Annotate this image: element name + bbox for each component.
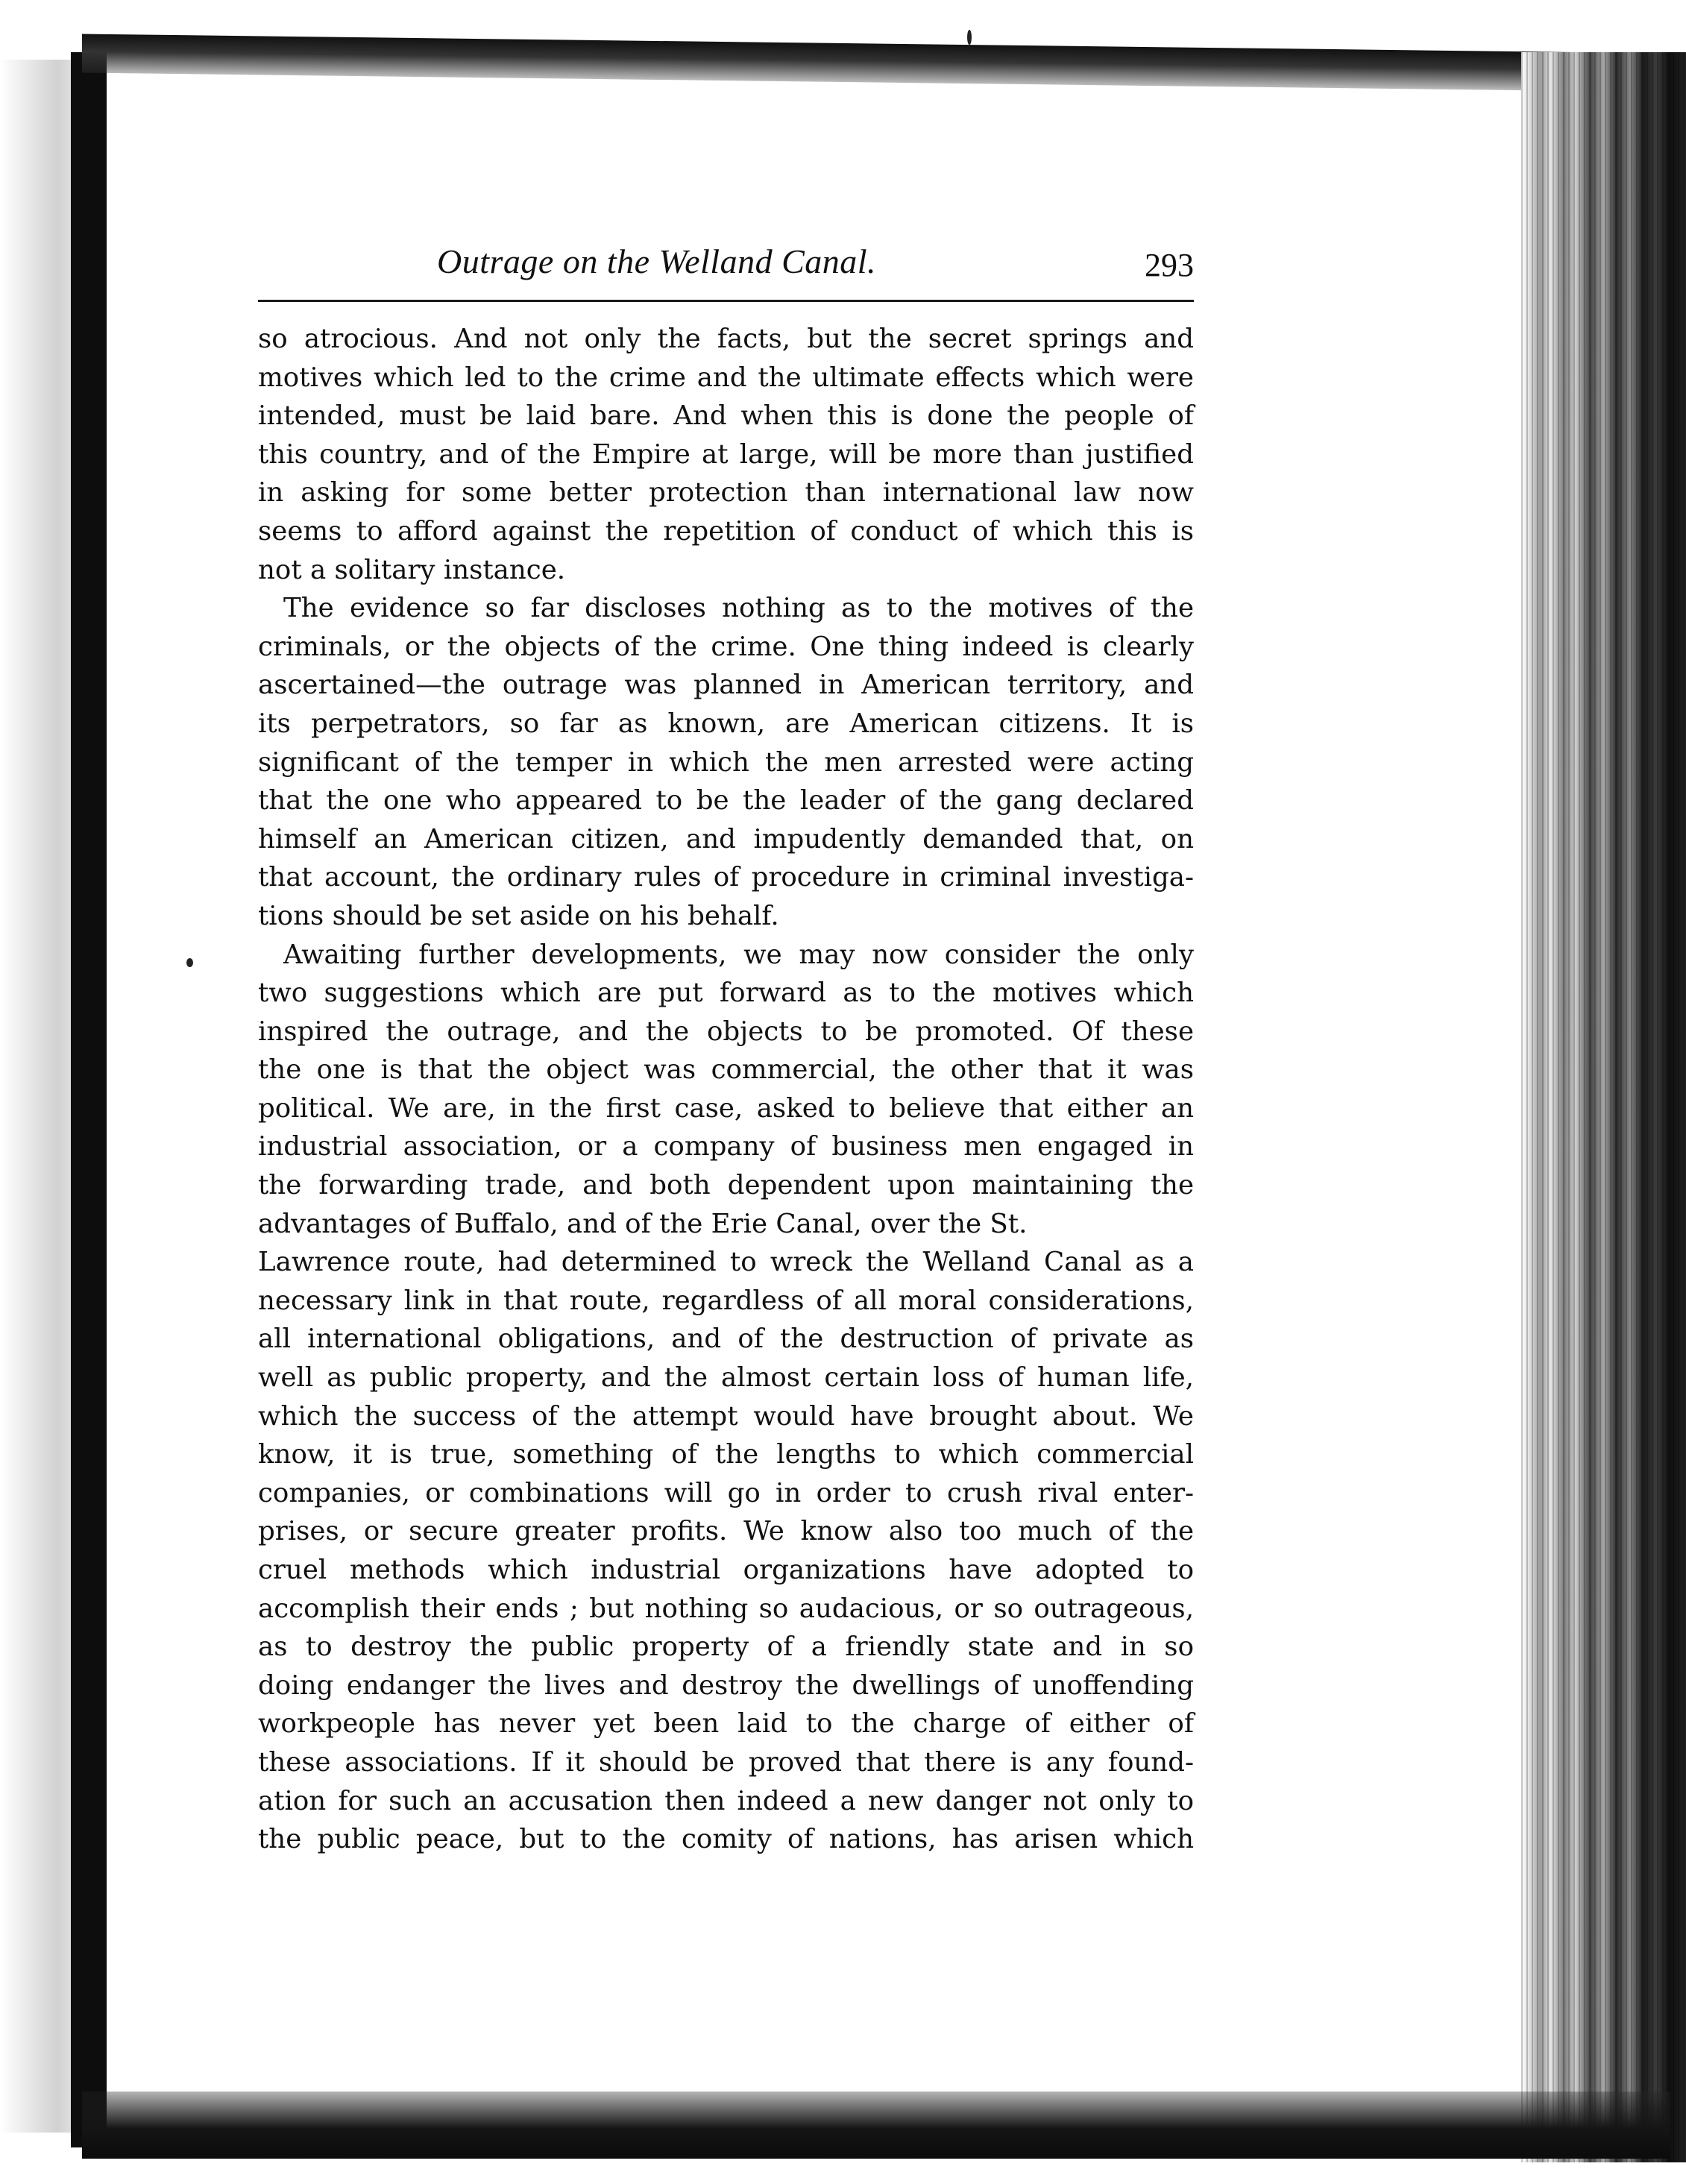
text-line: that the one who appeared to be the leader of the gang declared — [258, 785, 1194, 816]
text-line: the public peace, but to the comity of nations, has arisen which — [258, 1824, 1194, 1855]
text-line: industrial association, or a company of business men engaged in — [258, 1131, 1194, 1162]
text-line: Awaiting further developments, we may now consider the only — [283, 939, 1194, 970]
text-line: companies, or combinations will go in order to crush rival enter- — [258, 1477, 1194, 1508]
text-line: seems to afford against the repetition of conduct of which this is — [258, 515, 1194, 547]
ink-speck — [186, 958, 193, 967]
text-line: which the success of the attempt would have brought about. We — [258, 1400, 1194, 1432]
text-line: ascertained—the outrage was planned in American territory, and — [258, 670, 1194, 701]
text-line: in asking for some better protection than international law now — [258, 477, 1194, 509]
text-line: cruel methods which industrial organizations have adopted to — [258, 1555, 1194, 1585]
paragraph-3 — [258, 936, 1194, 1859]
text-line: Lawrence route, had determined to wreck the Welland Canal as a — [258, 1247, 1194, 1278]
text-line: intended, must be laid bare. And when this is done the people of — [258, 400, 1194, 432]
running-head — [258, 239, 1194, 297]
paragraph-2 — [258, 589, 1194, 935]
text-line: tions should be set aside on his behalf. — [258, 900, 779, 931]
header-rule — [258, 300, 1194, 302]
text-line: The evidence so far discloses nothing as to the motives of the — [283, 593, 1194, 624]
text-line: doing endanger the lives and destroy the dwellings of unoffending — [258, 1670, 1194, 1701]
text-line: its perpetrators, so far as known, are American citizens. It is — [258, 708, 1194, 739]
text-line: all international obligations, and of the destruction of private as — [258, 1324, 1194, 1355]
left-binding-edge — [71, 52, 107, 2147]
text-line: significant of the temper in which the men arrested were acting — [258, 746, 1194, 778]
text-line: political. We are, in the first case, asked to believe that either an — [258, 1092, 1194, 1124]
text-line: know, it is true, something of the lengths to which commercial — [258, 1439, 1194, 1470]
text-line: the forwarding trade, and both dependent upon maintaining the — [258, 1170, 1194, 1201]
text-line: workpeople has never yet been laid to the charge of either of — [258, 1708, 1194, 1740]
running-head-title: Outrage on the Welland Canal. — [437, 242, 877, 280]
book-page — [258, 239, 1194, 1859]
page-stack-lines — [1521, 52, 1686, 2162]
top-scan-edge — [82, 34, 1603, 92]
text-line: so atrocious. And not only the facts, but the secret springs and — [258, 324, 1194, 354]
text-line: well as public property, and the almost certain loss of human life, — [258, 1362, 1194, 1394]
text-line: himself an American citizen, and impudently demanded that, on — [258, 823, 1194, 855]
ink-speck — [967, 30, 972, 45]
text-line: not a solitary instance. — [258, 554, 566, 585]
text-line: motives which led to the crime and the ultimate effects which were — [258, 362, 1194, 393]
text-line: necessary link in that route, regardless of all moral considerations, — [258, 1285, 1194, 1316]
text-line: this country, and of the Empire at large, will be more than justified — [258, 438, 1194, 470]
text-line: as to destroy the public property of a friendly state and in so — [258, 1631, 1194, 1663]
text-line: prises, or secure greater profits. We know also too much of the — [258, 1516, 1194, 1547]
text-line: accomplish their ends ; but nothing so audacious, or so outrageous, — [258, 1593, 1194, 1624]
text-line: inspired the outrage, and the objects to be promoted. Of these — [258, 1016, 1194, 1047]
text-line: two suggestions which are put forward as to the motives which — [258, 978, 1194, 1009]
text-line: the one is that the object was commercial, the other that it was — [258, 1054, 1194, 1086]
text-line: these associations. If it should be proved that there is any found- — [258, 1746, 1194, 1778]
bottom-scan-edge — [82, 2092, 1670, 2159]
text-line: advantages of Buffalo, and of the Erie Canal, over the St. — [258, 1208, 1028, 1239]
text-line: ation for such an accusation then indeed a new danger not only to — [258, 1785, 1194, 1816]
text-line: that account, the ordinary rules of procedure in criminal investiga- — [258, 862, 1194, 893]
paragraph-1 — [258, 320, 1194, 589]
page-number: 293 — [1145, 247, 1194, 283]
text-line: criminals, or the objects of the crime. One thing indeed is clearly — [258, 631, 1194, 662]
